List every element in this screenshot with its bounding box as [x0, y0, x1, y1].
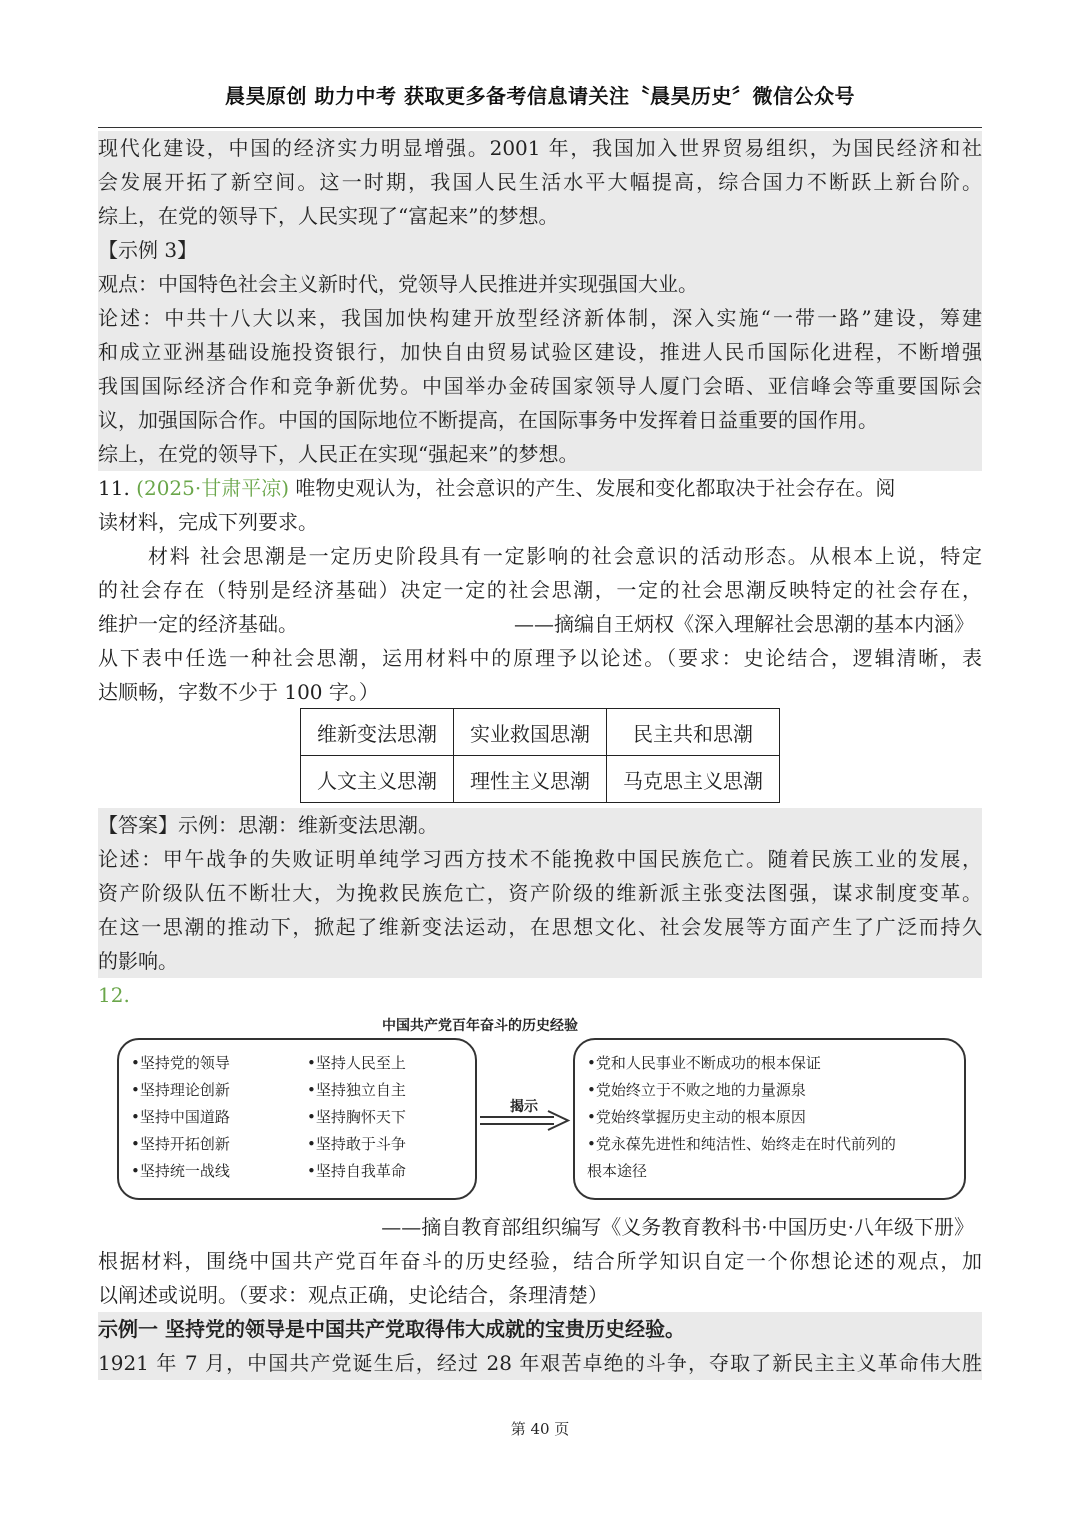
table-row: [301, 756, 780, 803]
list-item: •坚持敢于斗争: [307, 1135, 406, 1153]
question-number: 11.: [98, 476, 130, 500]
experience-column-2: [307, 1050, 406, 1185]
list-item: 根本途径: [587, 1162, 648, 1180]
text-line: 会发展开拓了新空间。这一时期，我国人民生活水平大幅提高，综合国力不断跃上新台阶。: [98, 170, 982, 194]
double-arrow-icon: [476, 1110, 572, 1132]
question-12-body: [98, 1210, 982, 1312]
requirement-line: 以阐述或说明。（要求：观点正确，史论结合，条理清楚）: [98, 1283, 608, 1307]
list-item: •坚持统一战线: [131, 1162, 230, 1180]
answer-11-block: [98, 808, 982, 978]
material-line: 材料 社会思潮是一定历史阶段具有一定影响的社会意识的活动形态。从根本上说，特定: [148, 544, 982, 568]
text-line: 论述：中共十八大以来，我国加快构建开放型经济新体制，深入实施“一带一路”建设，筹建: [98, 306, 982, 330]
viewpoint-line: 观点：中国特色社会主义新时代，党领导人民推进并实现强国大业。: [98, 272, 698, 296]
example-one-block: [98, 1312, 982, 1380]
significance-box: [573, 1038, 966, 1200]
list-item: •坚持人民至上: [307, 1054, 406, 1072]
list-item: •坚持自我革命: [307, 1162, 406, 1180]
table-cell: 维新变法思潮: [301, 709, 454, 756]
list-item: •坚持党的领导: [131, 1054, 230, 1072]
list-item: •党和人民事业不断成功的根本保证: [587, 1054, 821, 1072]
answer-heading: 【答案】示例：思潮：维新变法思潮。: [98, 813, 438, 837]
text-line: 我国国际经济合作和竞争新优势。中国举办金砖国家领导人厦门会晤、亚信峰会等重要国际会: [98, 374, 982, 398]
page-header: 晨昊原创 助力中考 获取更多备考信息请关注〝晨昊历史〞微信公众号: [225, 84, 855, 108]
table-cell: 马克思主义思潮: [607, 756, 780, 803]
significance-list: [587, 1050, 957, 1185]
arrow-label: 揭示: [510, 1099, 538, 1115]
list-item: •坚持胸怀天下: [307, 1108, 406, 1126]
page-number: 第 40 页: [510, 1420, 570, 1438]
requirement-line: 达顺畅，字数不少于 100 字。）: [98, 680, 379, 704]
list-item: •党永葆先进性和纯洁性、始终走在时代前列的: [587, 1135, 896, 1153]
text-line: 在这一思潮的推动下，掀起了维新变法运动，在思想文化、社会发展等方面产生了广泛而持久: [98, 915, 982, 939]
text-line: 的影响。: [98, 949, 178, 973]
question-11: [98, 471, 982, 709]
text-line: 和成立亚洲基础设施投资银行，加快自由贸易试验区建设，推进人民币国际化进程，不断增强: [98, 340, 982, 364]
text-line: 1921 年 7 月，中国共产党诞生后，经过 28 年艰苦卓绝的斗争，夺取了新民主主义革命伟大胜: [98, 1351, 982, 1375]
text-line: 论述：甲午战争的失败证明单纯学习西方技术不能挽救中国民族危亡。随着民族工业的发展，: [98, 847, 982, 871]
experience-column-1: [131, 1050, 230, 1185]
list-item: •党始终掌握历史主动的根本原因: [587, 1108, 806, 1126]
table-row: [301, 709, 780, 756]
header-divider: [98, 127, 982, 128]
requirement-line: 从下表中任选一种社会思潮，运用材料中的原理予以论述。（要求：史论结合，逻辑清晰，表: [98, 646, 982, 670]
list-item: •坚持独立自主: [307, 1081, 406, 1099]
question-12-number-line: [98, 978, 982, 1012]
requirement-line: 根据材料，围绕中国共产党百年奋斗的历史经验，结合所学知识自定一个你想论述的观点，加: [98, 1249, 982, 1273]
example-answer-block: [98, 131, 982, 471]
list-item: •党始终立于不败之地的力量源泉: [587, 1081, 806, 1099]
table-cell: 理性主义思潮: [454, 756, 607, 803]
table-cell: 实业救国思潮: [454, 709, 607, 756]
social-thought-table: [300, 708, 780, 803]
question-source: (2025·甘肃平凉): [136, 476, 290, 500]
text-line: 综上，在党的领导下，人民正在实现“强起来”的梦想。: [98, 442, 579, 466]
table-cell: 人文主义思潮: [301, 756, 454, 803]
example-title: 示例一 坚持党的领导是中国共产党取得伟大成就的宝贵历史经验。: [98, 1317, 685, 1341]
material-line-last: [98, 607, 982, 641]
text-line: 综上，在党的领导下，人民实现了“富起来”的梦想。: [98, 204, 559, 228]
list-item: •坚持理论创新: [131, 1081, 230, 1099]
list-item: •坚持开拓创新: [131, 1135, 230, 1153]
text-line: 现代化建设，中国的经济实力明显增强。2001 年，我国加入世界贸易组织，为国民经济和社: [98, 136, 982, 160]
diagram-citation: ——摘自教育部组织编写《义务教育教科书·中国历史·八年级下册》: [381, 1215, 974, 1239]
question-text: 唯物史观认为，社会意识的产生、发展和变化都取决于社会存在。阅: [295, 476, 896, 500]
diagram-title: 中国共产党百年奋斗的历史经验: [382, 1018, 578, 1034]
text-line: 资产阶级队伍不断壮大，为挽救民族危亡，资产阶级的维新派主张变法图强，谋求制度变革。: [98, 881, 982, 905]
question-number: 12.: [98, 983, 130, 1007]
table-cell: 民主共和思潮: [607, 709, 780, 756]
example-label: 【示例 3】: [98, 238, 198, 262]
question-11-line1: [98, 471, 982, 505]
list-item: •坚持中国道路: [131, 1108, 230, 1126]
material-citation: ——摘编自王炳权《深入理解社会思潮的基本内涵》: [514, 612, 974, 636]
experience-list-box: [117, 1038, 477, 1200]
material-line: 维护一定的经济基础。: [98, 612, 298, 636]
text-line: 读材料，完成下列要求。: [98, 510, 318, 534]
material-line: 的社会存在（特别是经济基础）决定一定的社会思潮，一定的社会思潮反映特定的社会存在，: [98, 578, 982, 602]
text-line: 议，加强国际合作。中国的国际地位不断提高，在国际事务中发挥着日益重要的国作用。: [98, 408, 878, 432]
